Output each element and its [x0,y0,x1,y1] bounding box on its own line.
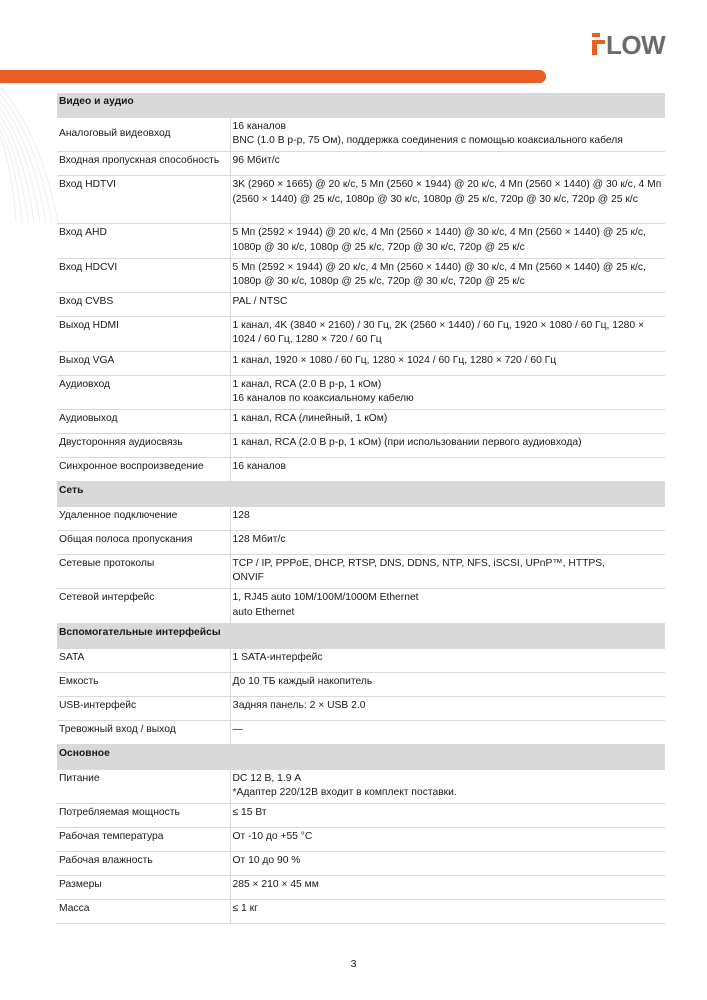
section-title: Основное [57,744,665,769]
spec-value-line: 16 каналов по коаксиальному кабелю [232,392,414,404]
spec-value-line: 96 Мбит/с [232,155,280,167]
spec-value-line: ≤ 1 кг [232,903,258,915]
spec-row [57,351,665,375]
spec-value-line: auto Ethernet [232,606,295,618]
spec-key: USB-интерфейс [57,696,230,720]
spec-row [57,224,665,258]
spec-value [230,258,665,292]
spec-row [57,804,665,828]
spec-value [230,176,665,224]
spec-value [230,876,665,900]
spec-value-line: BNC (1.0 В р-р, 75 Ом), поддержка соединения с помощью коаксиального кабеля [232,135,623,147]
section-title: Видео и аудио [57,93,665,118]
logo-f-mark [592,33,605,55]
spec-key: Двусторонняя аудиосвязь [57,434,230,458]
spec-value-line: От 10 до 90 % [232,855,301,867]
header-accent-bar [0,70,546,83]
spec-key: Потребляемая мощность [57,804,230,828]
spec-key: Вход HDCVI [57,258,230,292]
page-number: 3 [350,958,357,970]
section-header [57,93,665,118]
spec-key: Рабочая влажность [57,852,230,876]
spec-key: Аналоговый видеовход [57,118,230,152]
spec-row [57,852,665,876]
spec-value [230,224,665,258]
spec-value [230,648,665,672]
spec-value [230,589,665,623]
spec-row [57,410,665,434]
spec-value [230,351,665,375]
spec-value-line: 128 Мбит/с [232,534,286,546]
spec-value [230,317,665,351]
spec-row [57,118,665,152]
spec-value-line: 1, RJ45 auto 10M/100M/1000M Ethernet [232,592,419,604]
spec-value-line: От -10 до +55 °C [232,831,313,843]
spec-table [57,93,665,924]
spec-row [57,555,665,589]
spec-value [230,900,665,924]
spec-key: Синхронное воспроизведение [57,458,230,482]
section-header [57,623,665,648]
spec-value-line: 1 канал, RCA (линейный, 1 кОм) [232,413,388,425]
spec-row [57,458,665,482]
spec-value [230,672,665,696]
spec-value [230,375,665,409]
spec-value [230,555,665,589]
spec-value-line: 16 каналов [232,461,287,473]
spec-key: Рабочая температура [57,828,230,852]
spec-row [57,720,665,744]
spec-value-line: Задняя панель: 2 × USB 2.0 [232,699,366,711]
spec-row [57,648,665,672]
spec-value [230,769,665,803]
spec-value [230,828,665,852]
spec-value [230,804,665,828]
spec-row [57,876,665,900]
spec-row [57,293,665,317]
spec-key: Вход CVBS [57,293,230,317]
spec-value [230,458,665,482]
section-title: Сеть [57,482,665,507]
logo-text: LOW [606,30,666,60]
spec-row [57,375,665,409]
spec-value [230,152,665,176]
spec-value-line: ONVIF [232,572,264,584]
spec-row [57,696,665,720]
spec-value [230,852,665,876]
spec-value [230,696,665,720]
spec-value-line: 128 [232,510,250,522]
spec-value-line: 5 Мп (2592 × 1944) @ 20 к/с, 4 Мп (2560 × 1440) @ 30 к/с, 4 Мп (2560 × 1440) @ 25 к/с, 1080p @ 30 к/с, 1080p @ 25 к/с, 720p @ 30 к/с, 720p @ 25 к/с [232,261,646,288]
spec-key: Размеры [57,876,230,900]
spec-value-line: 1 канал, RCA (2.0 В р-р, 1 кОм) (при использовании первого аудиовхода) [232,437,582,449]
spec-value-line: TCP / IP, PPPoE, DHCP, RTSP, DNS, DDNS, NTP, NFS, iSCSI, UPnP™, HTTPS, [232,558,606,570]
spec-row [57,317,665,351]
spec-row [57,672,665,696]
spec-value-line: DC 12 В, 1.9 А [232,772,302,784]
spec-key: Аудиовход [57,375,230,409]
spec-row [57,900,665,924]
spec-value-line: *Адаптер 220/12В входит в комплект поставки. [232,787,457,799]
spec-value-line: 1 канал, RCA (2.0 В р-р, 1 кОм) [232,378,382,390]
spec-value [230,410,665,434]
spec-value [230,434,665,458]
spec-key: Общая полоса пропускания [57,531,230,555]
spec-row [57,589,665,623]
spec-row [57,258,665,292]
spec-value [230,293,665,317]
spec-row [57,507,665,531]
spec-key: Вход HDTVI [57,176,230,224]
spec-value [230,531,665,555]
spec-key: Аудиовыход [57,410,230,434]
spec-value-line: ≤ 15 Вт [232,807,267,819]
spec-value-line: PAL / NTSC [232,296,288,308]
spec-key: Входная пропускная способность [57,152,230,176]
section-header [57,482,665,507]
spec-value-line: 1 SATA-интерфейс [232,651,323,663]
spec-key: Сетевые протоколы [57,555,230,589]
section-title: Вспомогательные интерфейсы [57,623,665,648]
spec-key: Сетевой интерфейс [57,589,230,623]
spec-value-line: — [232,723,243,735]
spec-row [57,176,665,224]
spec-row [57,769,665,803]
spec-key: Емкость [57,672,230,696]
spec-value-line: 16 каналов [232,121,287,132]
spec-value [230,118,665,152]
spec-value [230,720,665,744]
spec-value-line: 3K (2960 × 1665) @ 20 к/с, 5 Мп (2560 × 1944) @ 20 к/с, 4 Мп (2560 × 1440) @ 30 к/с, 4 Мп (2560 × 1440) @ 25 к/с, 1080p @ 30 к/с, 1080p @ 25 к/с, 720p @ 30 к/с, 720p @ 25 к/с [232,179,662,205]
spec-key: Выход HDMI [57,317,230,351]
spec-key: Масса [57,900,230,924]
spec-value-line: 285 × 210 × 45 мм [232,879,319,891]
spec-key: Выход VGA [57,351,230,375]
spec-key: Удаленное подключение [57,507,230,531]
flow-logo [592,30,665,58]
spec-value-line: 1 канал, 1920 × 1080 / 60 Гц, 1280 × 1024 / 60 Гц, 1280 × 720 / 60 Гц [232,354,557,366]
decorative-arcs [0,82,60,222]
spec-value-line: 1 канал, 4K (3840 × 2160) / 30 Гц, 2K (2560 × 1440) / 60 Гц, 1920 × 1080 / 60 Гц, 1280 × 1024 / 60 Гц, 1280 × 720 / 60 Гц [232,320,645,346]
section-header [57,744,665,769]
spec-key: Тревожный вход / выход [57,720,230,744]
spec-row [57,152,665,176]
spec-row [57,531,665,555]
spec-value-line: До 10 ТБ каждый накопитель [232,675,373,687]
spec-key: SATA [57,648,230,672]
spec-row [57,828,665,852]
spec-key: Вход AHD [57,224,230,258]
spec-value [230,507,665,531]
spec-row [57,434,665,458]
spec-key: Питание [57,769,230,803]
spec-value-line: 5 Мп (2592 × 1944) @ 20 к/с, 4 Мп (2560 × 1440) @ 30 к/с, 4 Мп (2560 × 1440) @ 25 к/с, 1080p @ 30 к/с, 1080p @ 25 к/с, 720p @ 30 к/с, 720p @ 25 к/с [232,227,646,253]
